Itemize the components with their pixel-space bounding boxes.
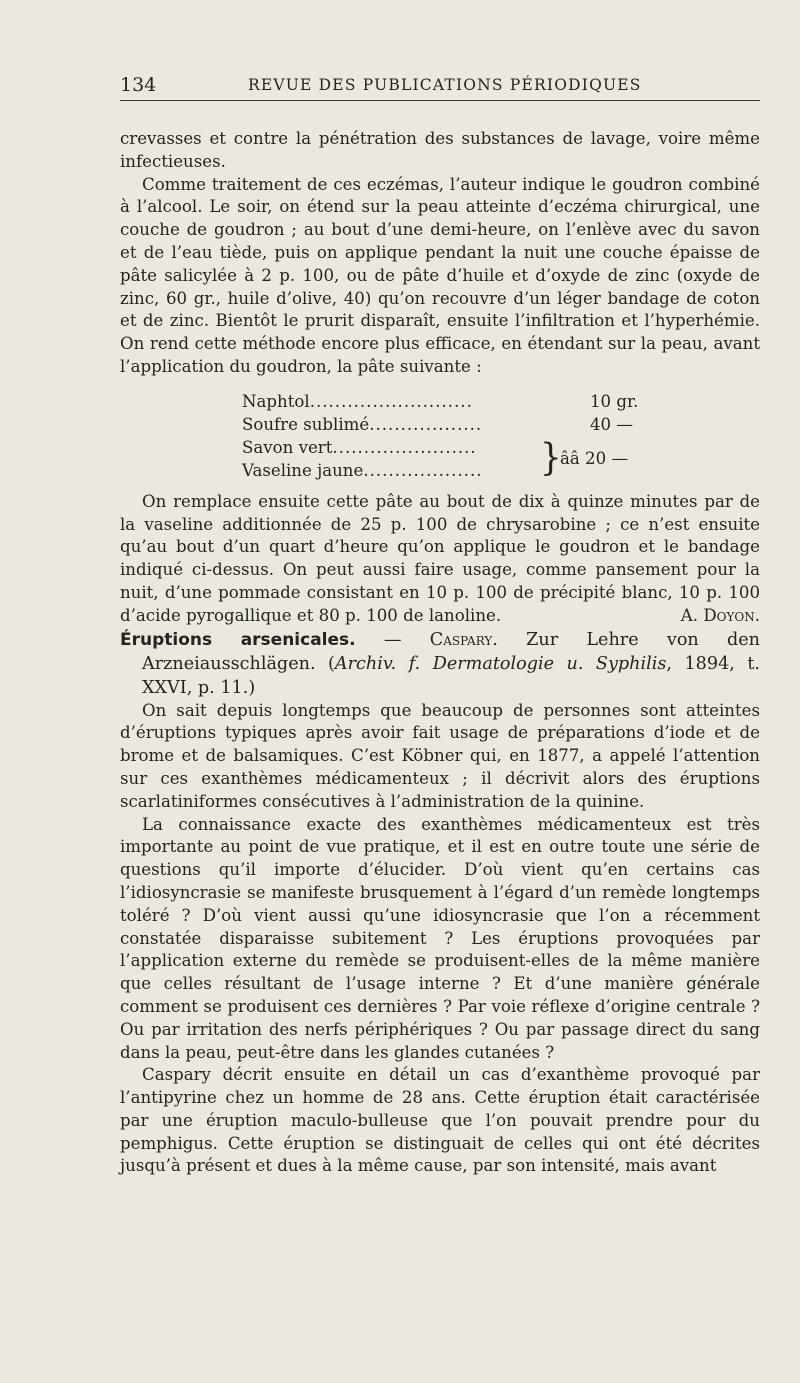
ingredient-quantity: 10 gr. xyxy=(590,391,639,411)
leader-dots: ................... xyxy=(363,460,483,480)
article-heading xyxy=(120,628,760,700)
paragraph xyxy=(120,491,760,628)
recipe-row xyxy=(242,460,483,483)
article-author: Caspary. xyxy=(429,629,498,650)
ingredient-name: Savon vert xyxy=(242,437,333,457)
paragraph: Comme traitement de ces eczémas, l’auteur indique le goudron combiné à l’alcool. Le soir, on étend sur la peau atteinte d’eczéma chirurgical, une couche de goudron ; au bout d’une demi-heure, on l’enlève avec du savon et de l’eau tiède, puis on applique pendant la nuit une couche épaisse de pâte salicylée à 2 p. 100, ou de pâte d’huile et d’oxyde de zinc (oxyde de zinc, 60 gr., huile d’olive, 40) qu’on recouvre d’un léger bandage de coton et de zinc. Bientôt le prurit disparaît, ensuite l’infiltration et l’hyperhémie. On rend cette méthode encore plus efficace, en étendant sur la peau, avant l’application du goudron, la pâte suivante : xyxy=(120,174,760,376)
ingredient-name: Vaseline jaune xyxy=(242,460,364,480)
paragraph: On sait depuis longtemps que beaucoup de personnes sont atteintes d’éruptions typiques après avoir fait usage de préparations d’iode et de brome et de balsamiques. C’est Köbner qui, en 1877, a appelé l’attention sur ces exanthèmes médicamenteux ; il décrivit alors des éruptions scarlatiniformes consécutives à l’administration de la quinine. xyxy=(120,700,760,811)
citation: , 1894, t. XXVI, p. 11.) xyxy=(142,653,761,698)
author-signature: A. Doyon. xyxy=(680,605,760,625)
article-title: Éruptions arsenicales. xyxy=(120,629,356,650)
recipe-row xyxy=(242,414,482,437)
paragraph: crevasses et contre la pénétration des substances de lavage, voire même infectieuses. xyxy=(120,129,760,171)
recipe-row xyxy=(242,437,477,460)
grouped-quantity: ââ 20 — xyxy=(560,448,629,468)
german-title: Zur Lehre von den Arzneiausschlägen. ( xyxy=(142,629,760,674)
body-text xyxy=(120,128,760,1178)
recipe-table xyxy=(120,391,760,483)
paragraph: Caspary décrit ensuite en détail un cas d’exanthème provoqué par l’antipyrine chez un homme de 28 ans. Cette éruption était caractérisée par une éruption maculo-bulleuse que l’on pouvait prendre pour du pemphigus. Cette éruption se distinguait de celles qui ont été décrites jusqu’à présent et dues à la même cause, par son intensité, mais avant xyxy=(120,1065,760,1176)
ingredient-name: Soufre sublimé xyxy=(242,414,370,434)
page-number: 134 xyxy=(120,74,157,96)
recipe-row xyxy=(242,391,473,414)
heading-dash: — xyxy=(355,629,430,650)
ingredient-quantity: 40 — xyxy=(590,414,633,434)
running-title: REVUE DES PUBLICATIONS PÉRIODIQUES xyxy=(248,76,642,94)
paragraph-text: On remplace ensuite cette pâte au bout de dix à quinze minutes par de la vaseline additionnée de 25 p. 100 de chrysarobine ; ce n’est ensuite qu’au bout d’un quart d’heure qu’on applique le goudron et le bandage indiqué ci-dessus. On peut aussi faire usage, comme pansement pour la nuit, d’une pommade consistant en 10 p. 100 de précipité blanc, 10 p. 100 d’acide pyrogallique et 80 p. 100 de lanoline. xyxy=(120,491,760,625)
leader-dots: .......................... xyxy=(309,391,473,411)
grouping-brace: } xyxy=(540,435,562,480)
leader-dots: .................. xyxy=(369,414,483,434)
page-header xyxy=(120,74,760,101)
journal-name: Archiv. f. Dermatologie u. Syphilis xyxy=(334,653,667,674)
ingredient-name: Naphtol xyxy=(242,391,310,411)
leader-dots: ....................... xyxy=(332,437,477,457)
paragraph: La connaissance exacte des exanthèmes médicamenteux est très importante au point de vue pratique, et il est en outre toute une série de questions qu’il importe d’élucider. D’où vient qu’en certains cas l’idiosyncrasie se manifeste brusquement à l’égard d’un remède longtemps toléré ? D’où vient aussi qu’une idiosyncrasie que l’on a récemment constatée disparaisse subitement ? Les éruptions provoquées par l’application externe du remède se produisent-elles de la même manière que celles résultant de l’usage interne ? Et d’une manière générale comment se produisent ces dernières ? Par voie réflexe d’origine centrale ? Ou par irritation des nerfs périphériques ? Ou par passage direct du sang dans la peau, peut-être dans les glandes cutanées ? xyxy=(120,814,760,1062)
